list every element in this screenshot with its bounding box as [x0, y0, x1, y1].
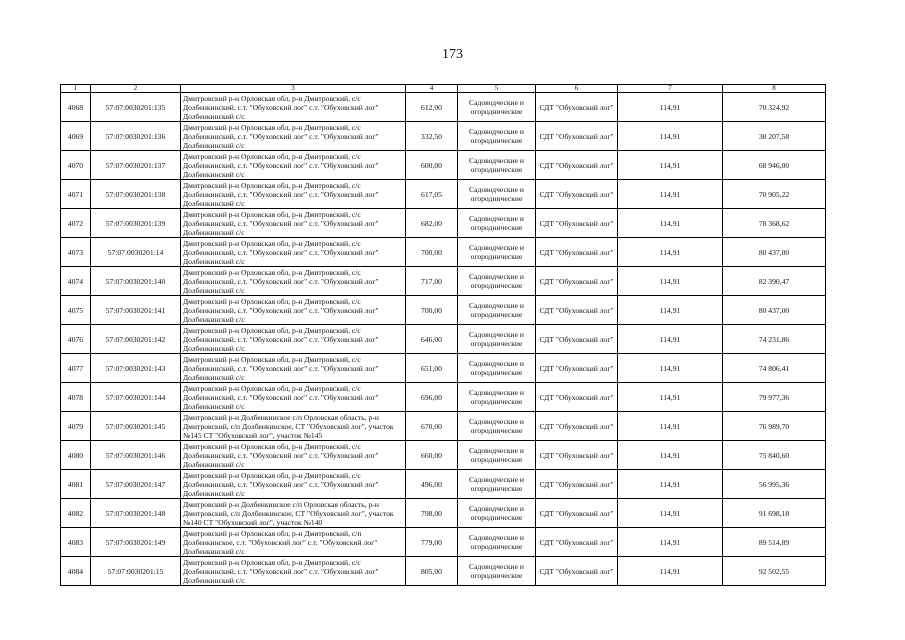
cadastral-number-cell: 57:07:0030201:144 [91, 383, 181, 412]
area-cell: 617,05 [406, 180, 458, 209]
cadastral-number-cell: 57:07:0030201:149 [91, 528, 181, 557]
unit-value-cell: 114,91 [618, 296, 723, 325]
address-cell: Дмитровский р-н Орловская обл, р-н Дмитровский, с/с Долбенкинский, с.т. "Обуховский лог" с.т. "Обуховский лог" Долбенкинский с/с [181, 296, 406, 325]
address-cell: Дмитровский р-н Орловская обл, р-н Дмитровский, с/с Долбенкинский, с.т. "Обуховский лог" с.т. "Обуховский лог" Долбенкинский с/с [181, 557, 406, 586]
cadastral-number-cell: 57:07:0030201:147 [91, 470, 181, 499]
cadastral-number-cell: 57:07:0030201:143 [91, 354, 181, 383]
cadastral-number-cell: 57:07:0030201:142 [91, 325, 181, 354]
land-use-cell: Садоводческие и огороднические [458, 238, 536, 267]
table-row [61, 151, 826, 180]
table-row [61, 557, 826, 586]
land-use-cell: Садоводческие и огороднические [458, 122, 536, 151]
area-cell: 660,00 [406, 441, 458, 470]
row-number-cell: 4071 [61, 180, 91, 209]
area-cell: 670,00 [406, 412, 458, 441]
cadastral-number-cell: 57:07:0030201:139 [91, 209, 181, 238]
partnership-cell: СДТ "Обуховский лог" [536, 122, 618, 151]
address-cell: Дмитровский р-н Орловская обл, р-н Дмитровский, с/с Долбенкинский, с.т. "Обуховский лог" с.т. "Обуховский лог" Долбенкинский с/с [181, 267, 406, 296]
row-number-cell: 4079 [61, 412, 91, 441]
row-number-cell: 4078 [61, 383, 91, 412]
land-use-cell: Садоводческие и огороднические [458, 383, 536, 412]
row-number-cell: 4083 [61, 528, 91, 557]
column-header: 5 [458, 85, 536, 93]
unit-value-cell: 114,91 [618, 557, 723, 586]
area-cell: 805,00 [406, 557, 458, 586]
address-cell: Дмитровский р-н Орловская обл, р-н Дмитровский, с/с Долбенкинский, с.т. "Обуховский лог" с.т. "Обуховский лог" Долбенкинский с/с [181, 122, 406, 151]
table-row [61, 441, 826, 470]
row-number-cell: 4068 [61, 93, 91, 122]
partnership-cell: СДТ "Обуховский лог" [536, 470, 618, 499]
area-cell: 696,00 [406, 383, 458, 412]
area-cell: 651,00 [406, 354, 458, 383]
land-use-cell: Садоводческие и огороднические [458, 180, 536, 209]
column-header: 1 [61, 85, 91, 93]
column-header: 4 [406, 85, 458, 93]
page-number: 173 [442, 47, 463, 62]
partnership-cell: СДТ "Обуховский лог" [536, 325, 618, 354]
table-row [61, 180, 826, 209]
land-use-cell: Садоводческие и огороднические [458, 441, 536, 470]
cadastral-number-cell: 57:07:0030201:148 [91, 499, 181, 528]
unit-value-cell: 114,91 [618, 354, 723, 383]
partnership-cell: СДТ "Обуховский лог" [536, 557, 618, 586]
row-number-cell: 4082 [61, 499, 91, 528]
cadastral-number-cell: 57:07:0030201:14 [91, 238, 181, 267]
address-cell: Дмитровский р-н Орловская обл, р-н Дмитровский, с/п Долбенкинское, с.т. "Обуховский лог" с.т. "Обуховский лог" Долбенкинский с/с [181, 528, 406, 557]
partnership-cell: СДТ "Обуховский лог" [536, 180, 618, 209]
row-number-cell: 4080 [61, 441, 91, 470]
partnership-cell: СДТ "Обуховский лог" [536, 441, 618, 470]
cadastral-number-cell: 57:07:0030201:136 [91, 122, 181, 151]
unit-value-cell: 114,91 [618, 209, 723, 238]
address-cell: Дмитровский р-н Долбенкинское с/п Орловская область, р-н Дмитровский, с/п Долбенкинское, СТ "Обуховский лог", участок №145 СТ "Обуховский лог", участок №145 [181, 412, 406, 441]
cadastral-value-cell: 79 977,36 [723, 383, 826, 412]
land-use-cell: Садоводческие и огороднические [458, 296, 536, 325]
column-number-header-row [61, 85, 826, 93]
table-row [61, 354, 826, 383]
cadastral-value-cell: 70 324,92 [723, 93, 826, 122]
address-cell: Дмитровский р-н Орловская обл, р-н Дмитровский, с/с Долбенкинский, с.т. "Обуховский лог" с.т. "Обуховский лог" Долбенкинский с/с [181, 354, 406, 383]
unit-value-cell: 114,91 [618, 238, 723, 267]
unit-value-cell: 114,91 [618, 267, 723, 296]
cadastral-number-cell: 57:07:0030201:135 [91, 93, 181, 122]
unit-value-cell: 114,91 [618, 412, 723, 441]
area-cell: 682,00 [406, 209, 458, 238]
partnership-cell: СДТ "Обуховский лог" [536, 209, 618, 238]
unit-value-cell: 114,91 [618, 325, 723, 354]
cadastral-value-cell: 38 207,58 [723, 122, 826, 151]
address-cell: Дмитровский р-н Орловская обл, р-н Дмитровский, с/с Долбенкинский, с.т. "Обуховский лог" с.т. "Обуховский лог" Долбенкинский с/с [181, 238, 406, 267]
row-number-cell: 4077 [61, 354, 91, 383]
cadastral-value-cell: 91 698,18 [723, 499, 826, 528]
land-use-cell: Садоводческие и огороднические [458, 93, 536, 122]
row-number-cell: 4081 [61, 470, 91, 499]
partnership-cell: СДТ "Обуховский лог" [536, 499, 618, 528]
address-cell: Дмитровский р-н Орловская обл, р-н Дмитровский, с/с Долбенкинский, с.т. "Обуховский лог" с.т. "Обуховский лог" Долбенкинский с/с [181, 180, 406, 209]
address-cell: Дмитровский р-н Орловская обл, р-н Дмитровский, с/с Долбенкинский, с.т. "Обуховский лог" с.т. "Обуховский лог" Долбенкинский с/с [181, 209, 406, 238]
column-header: 8 [723, 85, 826, 93]
partnership-cell: СДТ "Обуховский лог" [536, 383, 618, 412]
table-row [61, 470, 826, 499]
land-use-cell: Садоводческие и огороднические [458, 499, 536, 528]
column-header: 3 [181, 85, 406, 93]
row-number-cell: 4069 [61, 122, 91, 151]
land-use-cell: Садоводческие и огороднические [458, 209, 536, 238]
address-cell: Дмитровский р-н Орловская обл, р-н Дмитровский, с/с Долбенкинский, с.т. "Обуховский лог" с.т. "Обуховский лог" Долбенкинский с/с [181, 151, 406, 180]
cadastral-value-cell: 80 437,00 [723, 238, 826, 267]
cadastral-number-cell: 57:07:0030201:146 [91, 441, 181, 470]
table-row [61, 528, 826, 557]
land-use-cell: Садоводческие и огороднические [458, 354, 536, 383]
cadastral-value-cell: 92 502,55 [723, 557, 826, 586]
cadastral-value-cell: 74 231,86 [723, 325, 826, 354]
address-cell: Дмитровский р-н Орловская обл, р-н Дмитровский, с/с Долбенкинский, с.т. "Обуховский лог" с.т. "Обуховский лог" Долбенкинский с/с [181, 441, 406, 470]
cadastral-number-cell: 57:07:0030201:140 [91, 267, 181, 296]
table-row [61, 412, 826, 441]
cadastral-number-cell: 57:07:0030201:137 [91, 151, 181, 180]
land-use-cell: Садоводческие и огороднические [458, 528, 536, 557]
table-row [61, 209, 826, 238]
land-use-cell: Садоводческие и огороднические [458, 325, 536, 354]
cadastral-number-cell: 57:07:0030201:138 [91, 180, 181, 209]
land-registry-table [60, 84, 826, 586]
table-row [61, 296, 826, 325]
land-use-cell: Садоводческие и огороднические [458, 412, 536, 441]
cadastral-value-cell: 74 806,41 [723, 354, 826, 383]
cadastral-value-cell: 70 905,22 [723, 180, 826, 209]
partnership-cell: СДТ "Обуховский лог" [536, 412, 618, 441]
cadastral-value-cell: 75 840,60 [723, 441, 826, 470]
cadastral-number-cell: 57:07:0030201:145 [91, 412, 181, 441]
row-number-cell: 4076 [61, 325, 91, 354]
partnership-cell: СДТ "Обуховский лог" [536, 151, 618, 180]
address-cell: Дмитровский р-н Орловская обл, р-н Дмитровский, с/с Долбенкинский, с.т. "Обуховский лог" с.т. "Обуховский лог" Долбенкинский с/с [181, 470, 406, 499]
area-cell: 496,00 [406, 470, 458, 499]
area-cell: 612,00 [406, 93, 458, 122]
partnership-cell: СДТ "Обуховский лог" [536, 238, 618, 267]
column-header: 2 [91, 85, 181, 93]
column-header: 7 [618, 85, 723, 93]
cadastral-number-cell: 57:07:0030201:141 [91, 296, 181, 325]
address-cell: Дмитровский р-н Орловская обл, р-н Дмитровский, с/с Долбенкинский, с.т. "Обуховский лог" с.т. "Обуховский лог" Долбенкинский с/с [181, 383, 406, 412]
table-row [61, 325, 826, 354]
table-row [61, 93, 826, 122]
unit-value-cell: 114,91 [618, 122, 723, 151]
row-number-cell: 4084 [61, 557, 91, 586]
cadastral-value-cell: 76 989,70 [723, 412, 826, 441]
table-row [61, 499, 826, 528]
area-cell: 779,00 [406, 528, 458, 557]
area-cell: 717,00 [406, 267, 458, 296]
row-number-cell: 4072 [61, 209, 91, 238]
table-body [61, 93, 826, 586]
unit-value-cell: 114,91 [618, 528, 723, 557]
unit-value-cell: 114,91 [618, 151, 723, 180]
table-row [61, 383, 826, 412]
table-row [61, 122, 826, 151]
unit-value-cell: 114,91 [618, 93, 723, 122]
row-number-cell: 4075 [61, 296, 91, 325]
address-cell: Дмитровский р-н Орловская обл, р-н Дмитровский, с/с Долбенкинский, с.т. "Обуховский лог" с.т. "Обуховский лог" Долбенкинский с/с [181, 325, 406, 354]
unit-value-cell: 114,91 [618, 441, 723, 470]
partnership-cell: СДТ "Обуховский лог" [536, 267, 618, 296]
row-number-cell: 4073 [61, 238, 91, 267]
partnership-cell: СДТ "Обуховский лог" [536, 354, 618, 383]
row-number-cell: 4074 [61, 267, 91, 296]
land-use-cell: Садоводческие и огороднические [458, 151, 536, 180]
land-use-cell: Садоводческие и огороднические [458, 470, 536, 499]
area-cell: 700,00 [406, 238, 458, 267]
land-use-cell: Садоводческие и огороднические [458, 557, 536, 586]
cadastral-number-cell: 57:07:0030201:15 [91, 557, 181, 586]
unit-value-cell: 114,91 [618, 499, 723, 528]
partnership-cell: СДТ "Обуховский лог" [536, 528, 618, 557]
cadastral-value-cell: 56 995,36 [723, 470, 826, 499]
area-cell: 798,00 [406, 499, 458, 528]
cadastral-value-cell: 78 368,62 [723, 209, 826, 238]
cadastral-value-cell: 80 437,00 [723, 296, 826, 325]
table-row [61, 238, 826, 267]
area-cell: 332,50 [406, 122, 458, 151]
cadastral-value-cell: 82 390,47 [723, 267, 826, 296]
land-use-cell: Садоводческие и огороднические [458, 267, 536, 296]
cadastral-value-cell: 68 946,00 [723, 151, 826, 180]
area-cell: 600,00 [406, 151, 458, 180]
area-cell: 700,00 [406, 296, 458, 325]
cadastral-value-cell: 89 514,89 [723, 528, 826, 557]
address-cell: Дмитровский р-н Долбенкинское с/п Орловская область, р-н Дмитровский, с/п Долбенкинское, СТ "Обуховский лог", участок №140 СТ "Обуховский лог", участок №140 [181, 499, 406, 528]
table-row [61, 267, 826, 296]
area-cell: 646,00 [406, 325, 458, 354]
partnership-cell: СДТ "Обуховский лог" [536, 296, 618, 325]
column-header: 6 [536, 85, 618, 93]
partnership-cell: СДТ "Обуховский лог" [536, 93, 618, 122]
unit-value-cell: 114,91 [618, 383, 723, 412]
unit-value-cell: 114,91 [618, 470, 723, 499]
address-cell: Дмитровский р-н Орловская обл, р-н Дмитровский, с/с Долбенкинский, с.т. "Обуховский лог" с.т. "Обуховский лог" Долбенкинский с/с [181, 93, 406, 122]
row-number-cell: 4070 [61, 151, 91, 180]
unit-value-cell: 114,91 [618, 180, 723, 209]
